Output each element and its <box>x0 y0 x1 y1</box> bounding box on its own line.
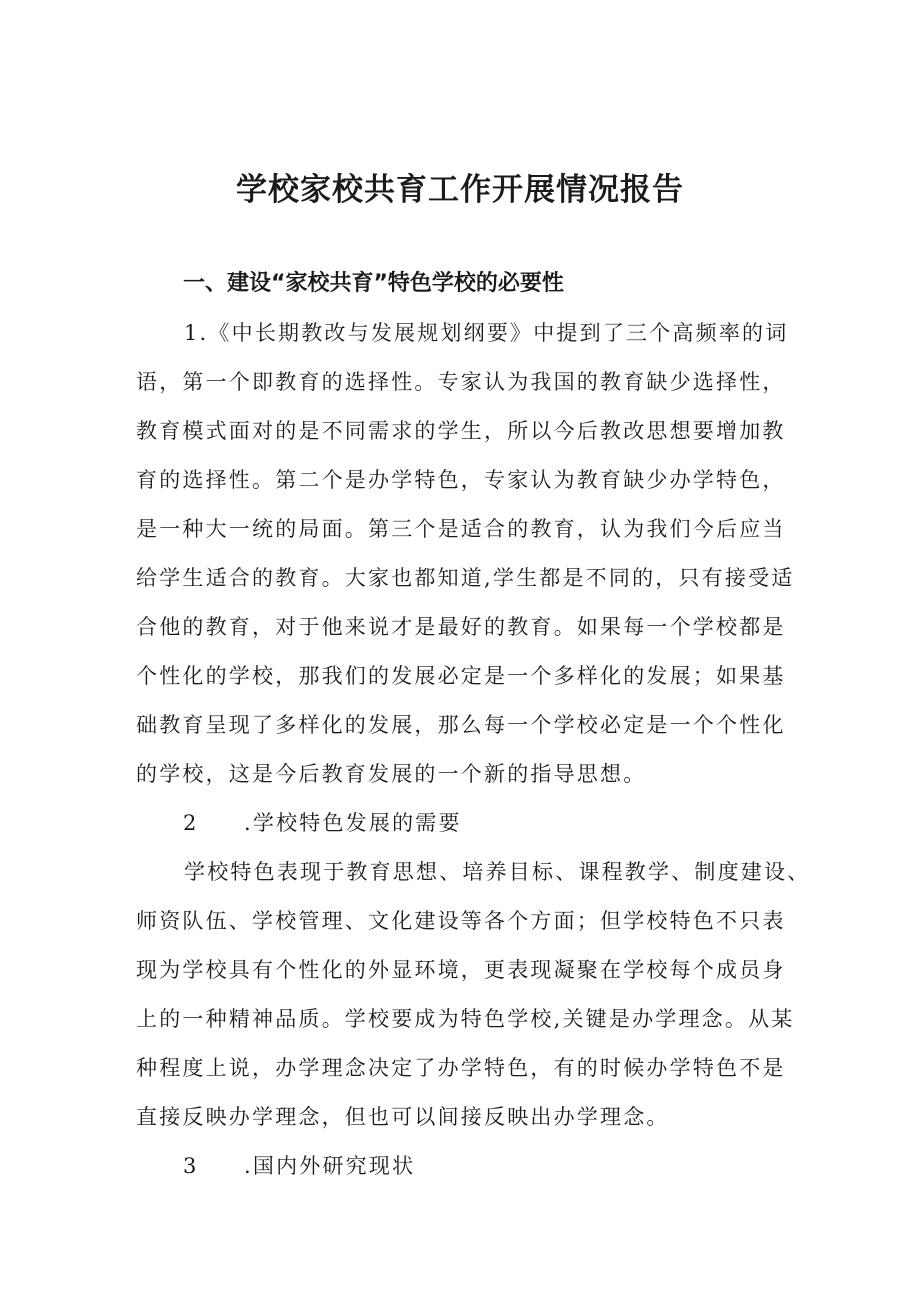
paragraph-line: 教育模式面对的是不同需求的学生，所以今后教改思想要增加教 <box>136 419 786 443</box>
paragraph-line: 合他的教育，对于他来说才是最好的教育。如果每一个学校都是 <box>136 615 786 639</box>
paragraph-line: 的学校，这是今后教育发展的一个新的指导思想。 <box>136 762 647 786</box>
paragraph-line: 现为学校具有个性化的外显环境，更表现凝聚在学校每个成员身 <box>136 958 786 982</box>
paragraph-line: 师资队伍、学校管理、文化建设等各个方面；但学校特色不只表 <box>136 909 786 933</box>
paragraph-line: 种程度上说，办学理念决定了办学特色，有的时候办学特色不是 <box>136 1056 786 1080</box>
paragraph-line: 学校特色表现于教育思想、培养目标、课程教学、制度建设、 <box>184 860 811 884</box>
paragraph-line: 给学生适合的教育。大家也都知道,学生都是不同的，只有接受适 <box>136 566 795 590</box>
item-label: .学校特色发展的需要 <box>244 811 462 835</box>
item-number: 2 <box>183 811 197 835</box>
paragraph-line: 础教育呈现了多样化的发展，那么每一个学校必定是一个个性化 <box>136 713 786 737</box>
paragraph-line: 直接反映办学理念，但也可以间接反映出办学理念。 <box>136 1105 670 1129</box>
paragraph-line: 是一种大一统的局面。第三个是适合的教育，认为我们今后应当 <box>136 517 786 541</box>
item-label: .国内外研究现状 <box>244 1154 416 1178</box>
page-title: 学校家校共育工作开展情况报告 <box>236 172 684 208</box>
paragraph-line: 个性化的学校，那我们的发展必定是一个多样化的发展；如果基 <box>136 664 786 688</box>
paragraph-line: 1.《中长期教改与发展规划纲要》中提到了三个高频率的词 <box>184 321 789 345</box>
paragraph-line: 育的选择性。第二个是办学特色，专家认为教育缺少办学特色， <box>136 468 786 492</box>
section-heading: 一、建设“家校共育”特色学校的必要性 <box>183 271 564 296</box>
paragraph-line: 上的一种精神品质。学校要成为特色学校,关键是办学理念。从某 <box>136 1007 795 1031</box>
item-number: 3 <box>183 1154 197 1178</box>
paragraph-line: 语，第一个即教育的选择性。专家认为我国的教育缺少选择性， <box>136 370 786 394</box>
